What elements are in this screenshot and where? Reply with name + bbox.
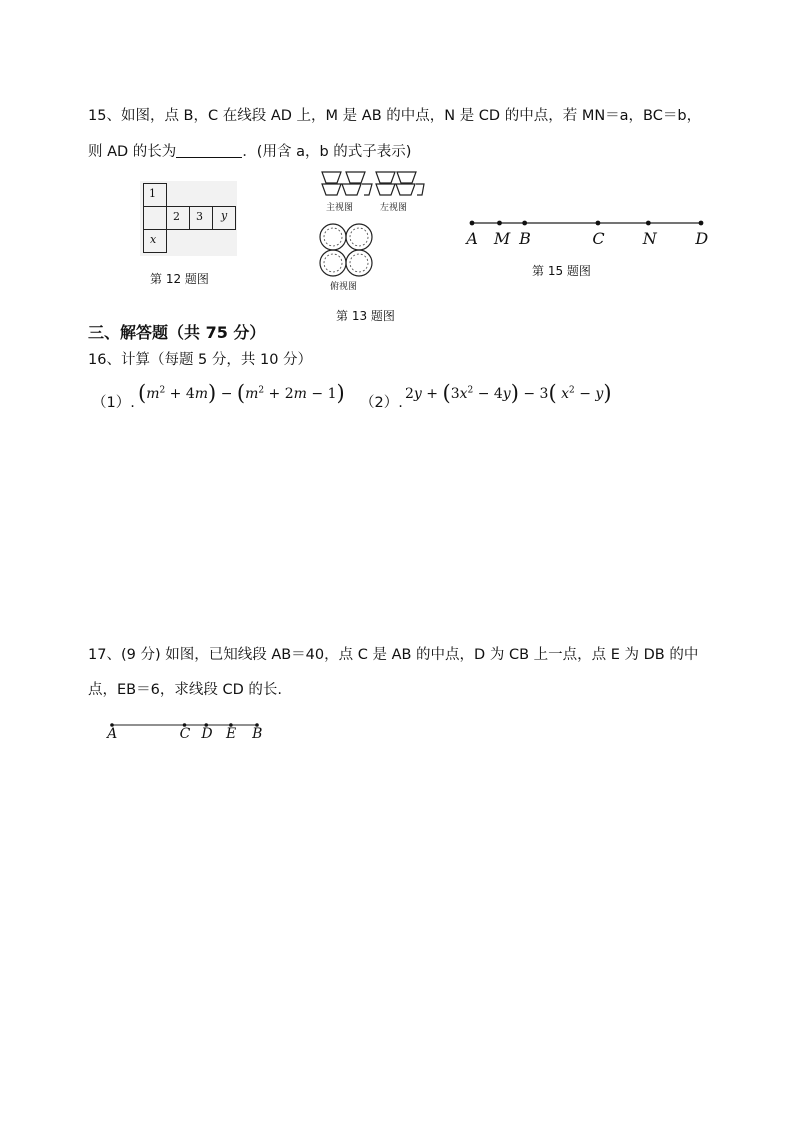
fig12-caption: 第 12 题图 xyxy=(150,272,209,286)
q15-line2 xyxy=(88,142,411,162)
point-a-label: A xyxy=(107,726,118,742)
fig15-caption: 第 15 题图 xyxy=(532,264,591,278)
point-b-dot xyxy=(522,221,527,226)
q15-line1: 15、如图，点 B，C 在线段 AD 上，M 是 AB 的中点，N 是 CD 的中点，若 MN＝a，BC＝b， xyxy=(88,108,702,124)
cell-y: y xyxy=(221,209,228,222)
answer-blank xyxy=(176,143,242,158)
point-n-label: N xyxy=(642,229,657,248)
point-b-label: B xyxy=(252,726,263,742)
fig13-caption: 第 13 题图 xyxy=(336,309,395,323)
point-e-label: E xyxy=(226,726,237,742)
q16-part1-label: （1）. xyxy=(92,395,135,411)
front-view-label: 主视图 xyxy=(326,203,354,213)
q16-part2-label: （2）. xyxy=(360,395,403,411)
fig12-net xyxy=(140,181,237,256)
cell-x: x xyxy=(150,233,157,246)
point-d-label: D xyxy=(695,229,709,248)
q17-line1: 17、(9 分) 如图，已知线段 AB＝40，点 C 是 AB 的中点，D 为 CB 上一点，点 E 为 DB 的中 xyxy=(88,647,699,663)
q15-line2-post: ．(用含 a，b 的式子表示) xyxy=(242,144,412,160)
top-view-label: 俯视图 xyxy=(330,282,358,292)
q17-segment xyxy=(100,717,270,753)
point-c-dot xyxy=(596,221,601,226)
point-d-label: D xyxy=(201,726,213,742)
point-m-label: M xyxy=(493,229,511,248)
left-view-label: 左视图 xyxy=(380,203,408,213)
q17-line2: 点，EB＝6，求线段 CD 的长. xyxy=(88,682,282,698)
point-b-label: B xyxy=(519,229,531,248)
point-n-dot xyxy=(646,221,651,226)
point-c-label: C xyxy=(179,726,191,742)
point-a-dot xyxy=(470,221,475,226)
q16-part1-expression: $(m^2 + 4m) - (m^2 + 2m - 1)$ xyxy=(138,381,345,405)
section-heading: 三、解答题（共 75 分） xyxy=(88,323,266,342)
fig13-views xyxy=(312,167,432,297)
fig15-segment xyxy=(460,212,714,252)
q16-title: 16、计算（每题 5 分，共 10 分） xyxy=(88,352,313,368)
q16-part2-expression: $2y + (3x^2 - 4y) - 3$( $x^2 - y$) xyxy=(405,381,612,405)
cell-3: 3 xyxy=(196,210,203,223)
fig13-svg xyxy=(312,167,432,277)
point-c-label: C xyxy=(592,229,605,248)
point-m-dot xyxy=(497,221,502,226)
point-d-dot xyxy=(699,221,704,226)
point-a-label: A xyxy=(466,229,478,248)
cell-1: 1 xyxy=(149,187,156,200)
cell-2: 2 xyxy=(173,210,180,223)
q15-line2-pre: 则 AD 的长为 xyxy=(88,144,177,160)
